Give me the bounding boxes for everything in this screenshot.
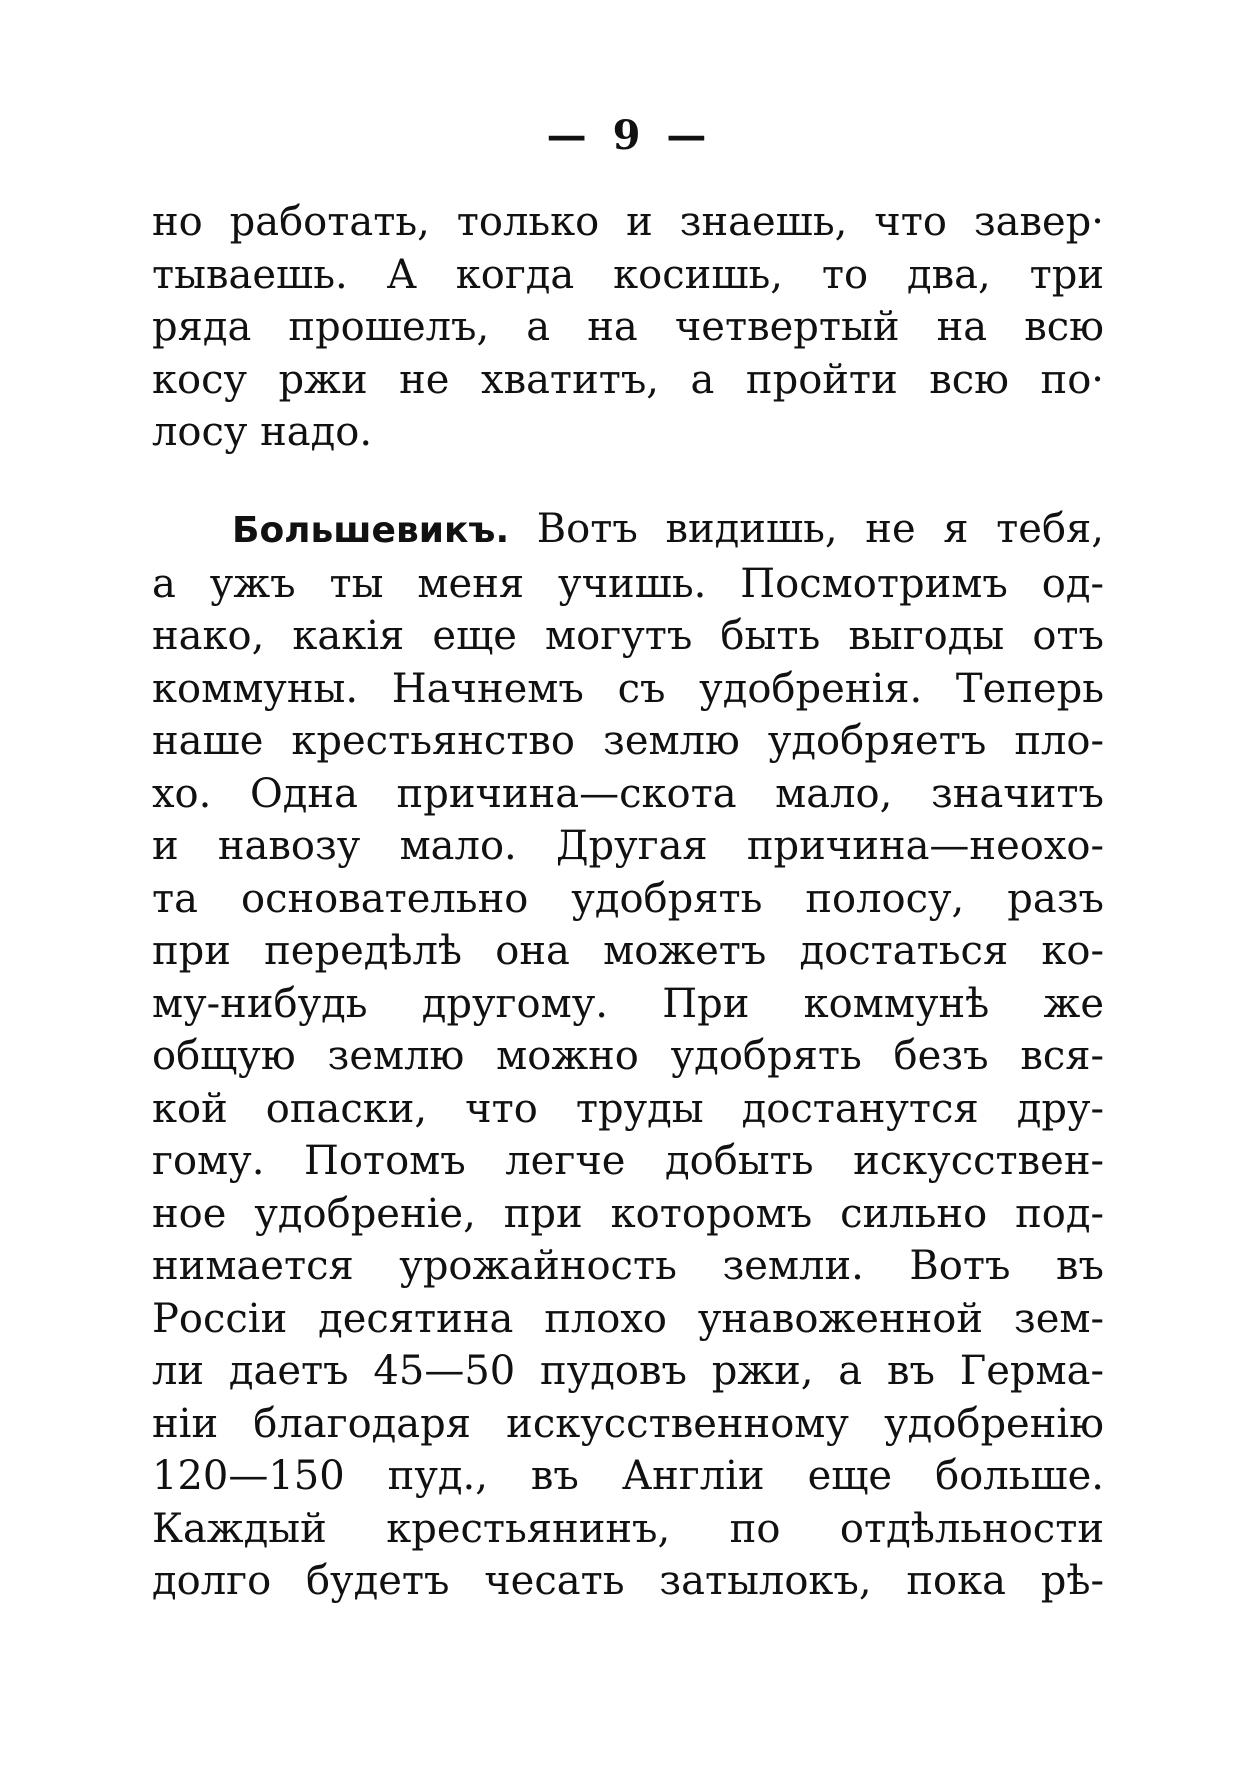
text-line: Россіи десятина плохо унавоженной зем- — [152, 1295, 1104, 1342]
text-line: кой опаски, что труды достанутся дру- — [152, 1085, 1104, 1132]
text-line: а ужъ ты меня учишь. Посмотримъ од- — [152, 560, 1104, 607]
text-line: и навозу мало. Другая причина—неохо- — [152, 823, 1104, 869]
text-line: ное удобреніе, при которомъ сильно под- — [152, 1190, 1104, 1237]
text-line: но работать, только и знаешь, что завер· — [152, 199, 1104, 245]
speaker-line-text: Вотъ видишь, не я тебя, — [536, 506, 1104, 552]
text-line: ряда прошелъ, а на четвертый на всю — [152, 304, 1104, 350]
text-line: Каждый крестьянинъ, по отдѣльности — [152, 1505, 1104, 1552]
text-line: косу ржи не хватитъ, а пройти всю по· — [152, 356, 1104, 403]
text-line: нако, какія еще могутъ быть выгоды отъ — [152, 613, 1104, 659]
speaker-line — [152, 503, 1104, 558]
text-line: коммуны. Начнемъ съ удобренія. Теперь — [152, 665, 1104, 712]
text-line: 120—150 пуд., въ Англіи еще больше. — [152, 1453, 1104, 1499]
text-line: лосу надо. — [152, 409, 373, 455]
text-line: ли даетъ 45—50 пудовъ ржи, а въ Герма- — [152, 1348, 1104, 1394]
text-line: нимается урожайность земли. Вотъ въ — [152, 1243, 1104, 1289]
speaker-name: Большевикъ. — [232, 510, 510, 551]
text-line: гому. Потомъ легче добыть искусствен- — [152, 1138, 1104, 1184]
text-line: общую землю можно удобрять безъ вся- — [152, 1033, 1104, 1079]
text-line: наше крестьянство землю удобряетъ пло- — [152, 718, 1104, 764]
text-line: при передѣлѣ она можетъ достаться ко- — [152, 928, 1104, 974]
text-line: ніи благодаря искусственному удобренію — [152, 1400, 1104, 1447]
text-line: та основательно удобрять полосу, разъ — [152, 875, 1104, 922]
text-line: хо. Одна причина—скота мало, значитъ — [152, 770, 1104, 817]
paragraph-1 — [152, 196, 1104, 459]
text-line: тываешь. А когда косишь, то два, три — [152, 251, 1104, 298]
text-line: долго будетъ чесать затылокъ, пока рѣ- — [152, 1558, 1104, 1604]
text-line: му-нибудь другому. При коммунѣ же — [152, 980, 1104, 1027]
page-number: — 9 — — [546, 112, 713, 159]
paragraph-2 — [152, 503, 1104, 1608]
